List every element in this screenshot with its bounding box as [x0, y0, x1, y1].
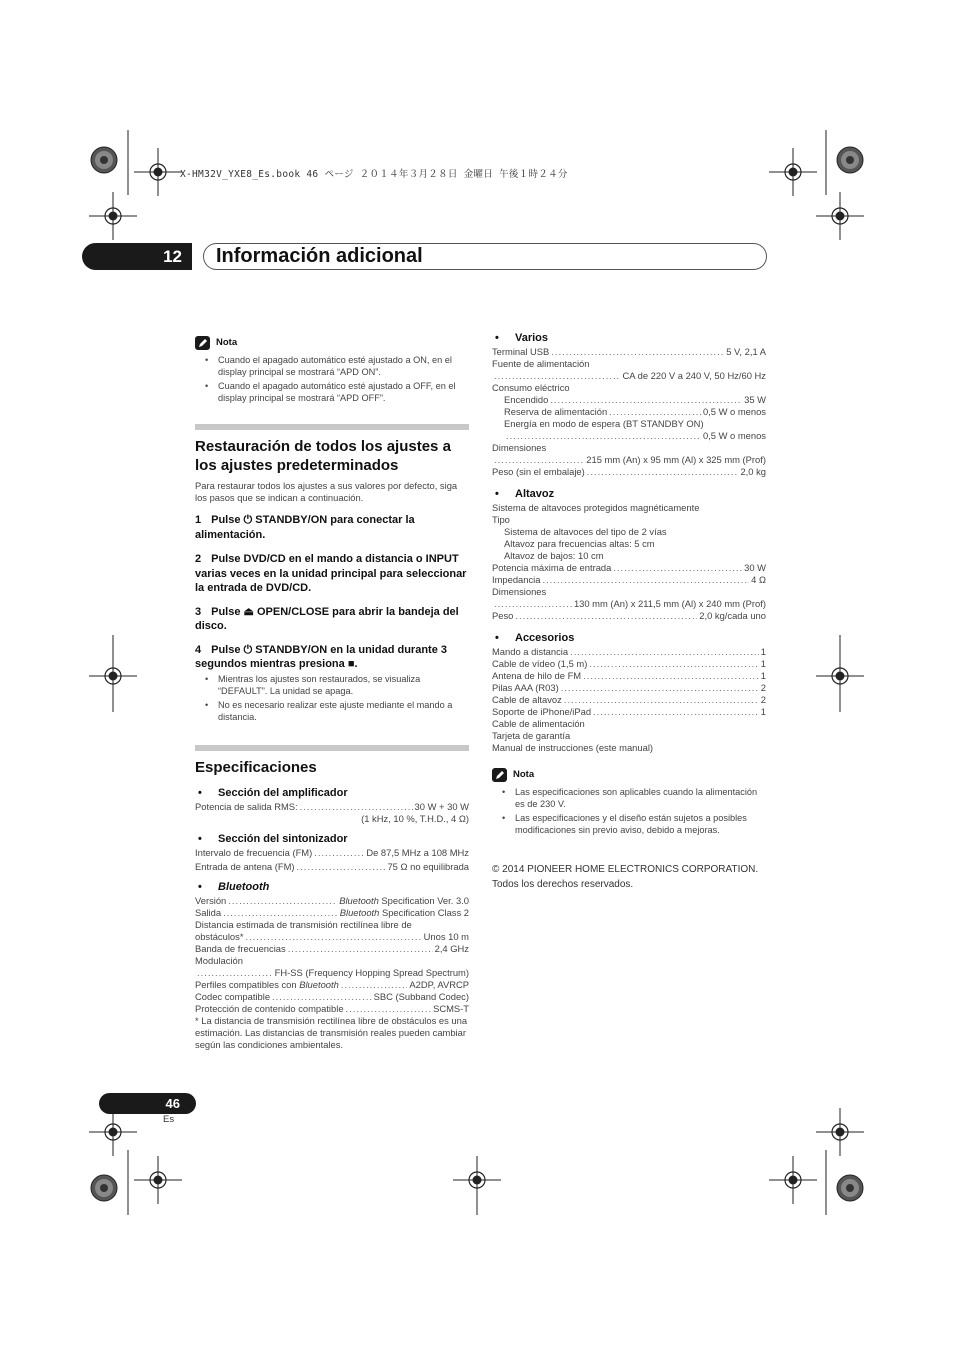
note-item: • Cuando el apagado automático esté ajustado a ON, en el display principal se mostrará “APD ON”.	[195, 354, 469, 378]
spec-label: Sistema de altavoces del tipo de 2 vías	[504, 526, 667, 537]
note-item: • Las especificaciones y el diseño están sujetos a posibles modificaciones sin previo aviso, debido a mejoras.	[492, 812, 766, 836]
spec-row: Potencia máxima de entrada ..... 30 W	[492, 562, 766, 574]
note-heading	[195, 336, 469, 350]
spec-row: Codec compatible ..... SBC (Subband Codec)	[195, 991, 469, 1003]
step-1: 1 Pulse ⏻ STANDBY/ON para conectar la alimentación.	[195, 514, 415, 541]
spec-label: Energía en modo de espera (BT STANDBY ON)	[504, 418, 704, 429]
reset-title: Restauración de todos los ajustes a los ajustes predeterminados	[195, 438, 451, 474]
altavoz-heading: • Altavoz	[495, 488, 555, 500]
spec-row: Perfiles compatibles con Bluetooth ..... A2DP, AVRCP	[195, 979, 469, 991]
note-item: • Las especificaciones son aplicables cuando la alimentación es de 230 V.	[492, 786, 766, 810]
spec-row: Potencia de salida RMS: ..... 30 W + 30 W	[195, 801, 469, 813]
registration-mark	[89, 192, 137, 240]
registration-mark	[769, 1156, 817, 1204]
accesorios-heading: • Accesorios	[495, 632, 575, 644]
spec-row: Cable de vídeo (1,5 m) ..... 1	[492, 658, 766, 670]
spec-row: ..... FH-SS (Frequency Hopping Spread Spectrum)	[195, 967, 469, 979]
step-4: 4 Pulse ⏻ STANDBY/ON en la unidad durante 3 segundos mientras presiona ■.	[195, 643, 447, 670]
spec-row: Impedancia ..... 4 Ω	[492, 574, 766, 586]
spec-row: ..... 0,5 W o menos	[492, 430, 766, 442]
registration-mark	[816, 1108, 864, 1156]
copyright-line: © 2014 PIONEER HOME ELECTRONICS CORPORATION.	[492, 864, 759, 875]
registration-mark	[134, 148, 182, 196]
spec-label: Tarjeta de garantía	[492, 730, 571, 741]
spec-row: Pilas AAA (R03) ..... 2	[492, 682, 766, 694]
spec-label: Cable de alimentación	[492, 718, 585, 729]
spec-row: Reserva de alimentación ..... 0,5 W o menos	[492, 406, 766, 418]
chapter-number: 12	[82, 243, 192, 270]
reset-bullets	[195, 673, 469, 723]
note-list	[195, 354, 469, 404]
spec-row: Salida ..... Bluetooth Specification Class 2	[195, 907, 469, 919]
specs-title: Especificaciones	[195, 758, 317, 776]
spec-label: Altavoz para frecuencias altas: 5 cm	[504, 538, 655, 549]
spec-row: Intervalo de frecuencia (FM) ..... De 87,5 MHz a 108 MHz	[195, 847, 469, 859]
reset-bullet: • No es necesario realizar este ajuste mediante el mando a distancia.	[195, 699, 469, 723]
spec-label: Altavoz de bajos: 10 cm	[504, 550, 604, 561]
spec-row: Versión ..... Bluetooth Specification Ver. 3.0	[195, 895, 469, 907]
step-3: 3 Pulse ⏏ OPEN/CLOSE para abrir la bandeja del disco.	[195, 605, 459, 632]
color-rose-mark	[91, 1175, 117, 1201]
spec-label: Fuente de alimentación	[492, 358, 590, 369]
pencil-note-icon	[195, 336, 210, 350]
registration-mark	[769, 148, 817, 196]
spec-row: ..... 215 mm (An) x 95 mm (Al) x 325 mm (Prof)	[492, 454, 766, 466]
registration-mark	[816, 192, 864, 240]
color-rose-mark	[91, 147, 117, 173]
right-column	[492, 332, 766, 892]
note-list	[492, 786, 766, 836]
chapter-title: Información adicional	[203, 243, 767, 270]
spec-row: Cable de altavoz ..... 2	[492, 694, 766, 706]
spec-label: Manual de instrucciones (este manual)	[492, 742, 654, 753]
print-info-line: X-HM32V_YXE8_Es.book 46 ページ ２０１４年３月２８日 金曜日 午後１時２４分	[180, 169, 568, 180]
step-2: 2 Pulse DVD/CD en el mando a distancia o INPUT varias veces en la unidad principal para seleccionar la entrada de DVD/CD.	[195, 553, 467, 594]
pencil-note-icon	[492, 768, 507, 782]
color-rose-mark	[837, 1175, 863, 1201]
note-heading	[492, 768, 766, 782]
spec-row: Entrada de antena (FM) ..... 75 Ω no equilibrada	[195, 861, 469, 873]
spec-row: Antena de hilo de FM ..... 1	[492, 670, 766, 682]
spec-row: Mando a distancia ..... 1	[492, 646, 766, 658]
bluetooth-heading: • Bluetooth	[198, 880, 270, 893]
spec-label: Sistema de altavoces protegidos magnéticamente	[492, 502, 700, 513]
reset-intro: Para restaurar todos los ajustes a sus valores por defecto, siga los pasos que se indican a continuación.	[195, 480, 458, 503]
spec-row: obstáculos* ..... Unos 10 m	[195, 931, 469, 943]
spec-note: (1 kHz, 10 %, T.H.D., 4 Ω)	[361, 812, 469, 824]
registration-mark	[89, 1108, 137, 1156]
note-label: Nota	[513, 769, 535, 780]
section-divider	[195, 424, 469, 430]
spec-row: Soporte de iPhone/iPad ..... 1	[492, 706, 766, 718]
note-label: Nota	[216, 337, 238, 348]
tuner-heading: • Sección del sintonizador	[198, 832, 348, 845]
note-item: • Cuando el apagado automático esté ajustado a OFF, en el display principal se mostrará “APD OFF”.	[195, 380, 469, 404]
page-number: 46	[99, 1093, 196, 1114]
spec-row: Encendido ..... 35 W	[492, 394, 766, 406]
spec-label: Dimensiones	[492, 586, 547, 597]
footnote: * La distancia de transmisión rectilínea libre de obstáculos es una estimación. Las distancias de transmisión reales pueden cambiar según las condiciones ambientales.	[195, 1014, 468, 1050]
copyright-rights: Todos los derechos reservados.	[492, 879, 634, 890]
spec-label: Dimensiones	[492, 442, 547, 453]
spec-label: Modulación	[195, 954, 243, 966]
spec-row: Terminal USB ..... 5 V, 2,1 A	[492, 346, 766, 358]
reset-bullet: • Mientras los ajustes son restaurados, se visualiza “DEFAULT”. La unidad se apaga.	[195, 673, 469, 697]
spec-row: Peso (sin el embalaje) ..... 2,0 kg	[492, 466, 766, 478]
spec-row: Banda de frecuencias ..... 2,4 GHz	[195, 943, 469, 955]
left-column	[195, 336, 469, 1051]
spec-label: Distancia estimada de transmisión rectilínea libre de	[195, 918, 412, 930]
spec-row: ..... 130 mm (An) x 211,5 mm (Al) x 240 mm (Prof)	[492, 598, 766, 610]
spec-row: ..... CA de 220 V a 240 V, 50 Hz/60 Hz	[492, 370, 766, 382]
spec-label: Tipo	[492, 514, 510, 525]
amplifier-heading: • Sección del amplificador	[198, 786, 348, 799]
spec-label: Consumo eléctrico	[492, 382, 570, 393]
varios-heading: • Varios	[495, 332, 549, 344]
page-language: Es	[163, 1114, 175, 1125]
section-divider	[195, 745, 469, 751]
spec-row: Protección de contenido compatible ..... SCMS-T	[195, 1003, 469, 1015]
registration-mark	[134, 1156, 182, 1204]
color-rose-mark	[837, 147, 863, 173]
spec-row: Peso ..... 2,0 kg/cada uno	[492, 610, 766, 622]
